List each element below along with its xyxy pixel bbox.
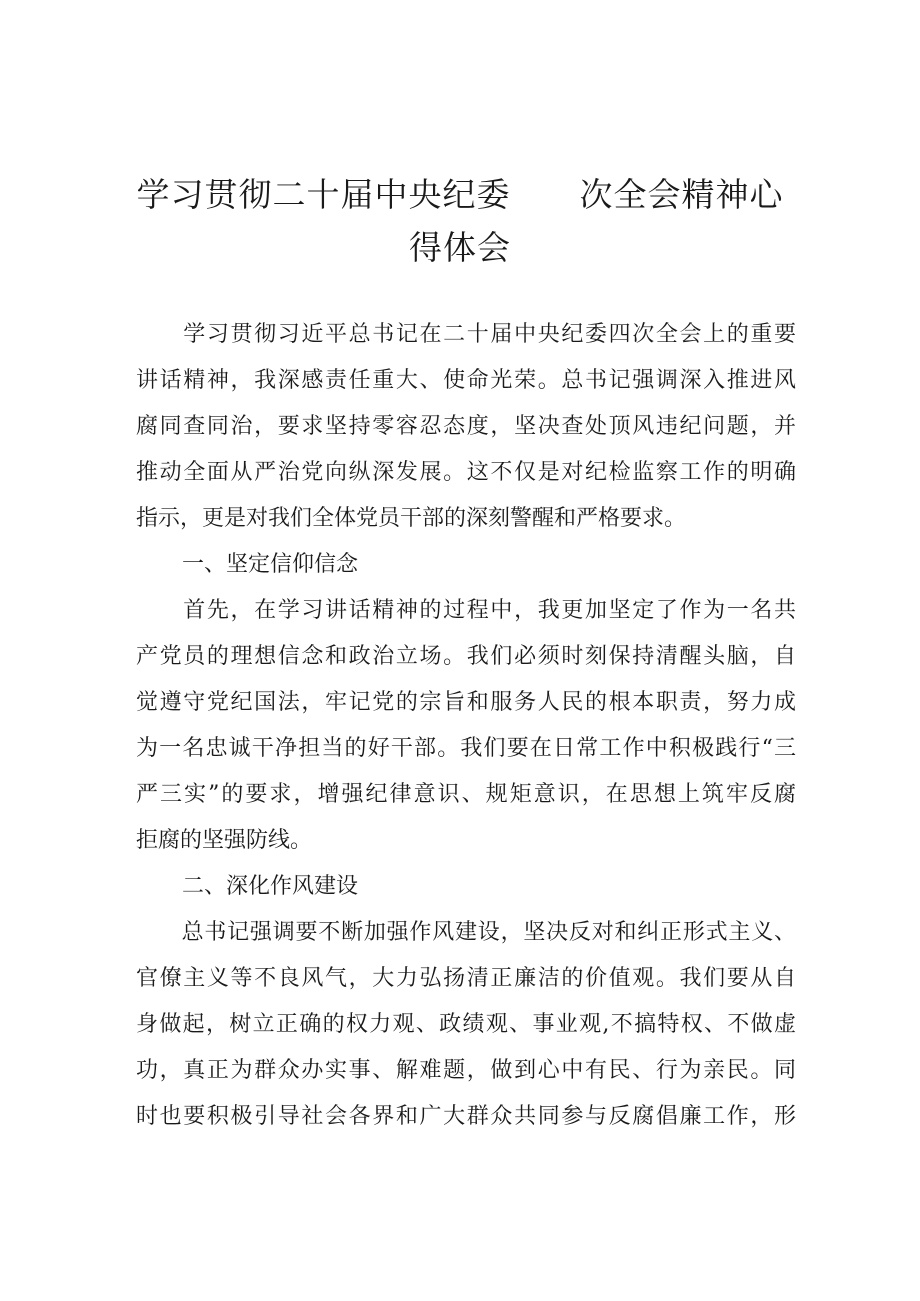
title-line-2: 得体会 [409, 228, 511, 267]
intro-paragraph [136, 312, 796, 542]
paragraph-line: 腐同查同治，要求坚持零容忍态度，坚决查处顶风违纪问题，并 [136, 414, 796, 439]
paragraph-line: 学习贯彻习近平总书记在二十届中央纪委四次全会上的重要 [136, 322, 796, 347]
paragraph-line: 产党员的理想信念和政治立场。我们必须时刻保持清醒头脑，自 [136, 644, 796, 669]
section-heading-2: 二、深化作风建设 [182, 874, 359, 899]
title-line-1: 学习贯彻二十届中央纪委 次全会精神心 [136, 175, 784, 214]
paragraph-line: 为一名忠诚干净担当的好干部。我们要在日常工作中积极践行“三 [136, 736, 796, 761]
paragraph-line: 拒腐的坚强防线。 [136, 828, 313, 853]
section-heading-1: 一、坚定信仰信念 [182, 552, 359, 577]
section-1-paragraph [136, 588, 796, 864]
paragraph-line: 推动全面从严治党向纵深发展。这不仅是对纪检监察工作的明确 [136, 460, 796, 485]
paragraph-line: 时也要积极引导社会各界和广大群众共同参与反腐倡廉工作，形 [136, 1104, 796, 1129]
paragraph-line: 讲话精神，我深感责任重大、使命光荣。总书记强调深入推进风 [136, 368, 796, 393]
paragraph-line: 严三实”的要求，增强纪律意识、规矩意识，在思想上筑牢反腐 [136, 782, 796, 807]
paragraph-line: 身做起，树立正确的权力观、政绩观、事业观,不搞特权、不做虚 [136, 1012, 796, 1037]
paragraph-line: 功，真正为群众办实事、解难题，做到心中有民、行为亲民。同 [136, 1058, 796, 1083]
paragraph-line: 总书记强调要不断加强作风建设，坚决反对和纠正形式主义、 [136, 920, 796, 945]
document-title [120, 168, 800, 274]
paragraph-line: 指示，更是对我们全体党员干部的深刻警醒和严格要求。 [136, 506, 687, 531]
paragraph-line: 首先，在学习讲话精神的过程中，我更加坚定了作为一名共 [136, 598, 796, 623]
paragraph-line: 觉遵守党纪国法，牢记党的宗旨和服务人民的根本职责，努力成 [136, 690, 796, 715]
document-body [136, 312, 796, 1140]
paragraph-line: 官僚主义等不良风气，大力弘扬清正廉洁的价值观。我们要从自 [136, 966, 796, 991]
section-2-paragraph [136, 910, 796, 1140]
